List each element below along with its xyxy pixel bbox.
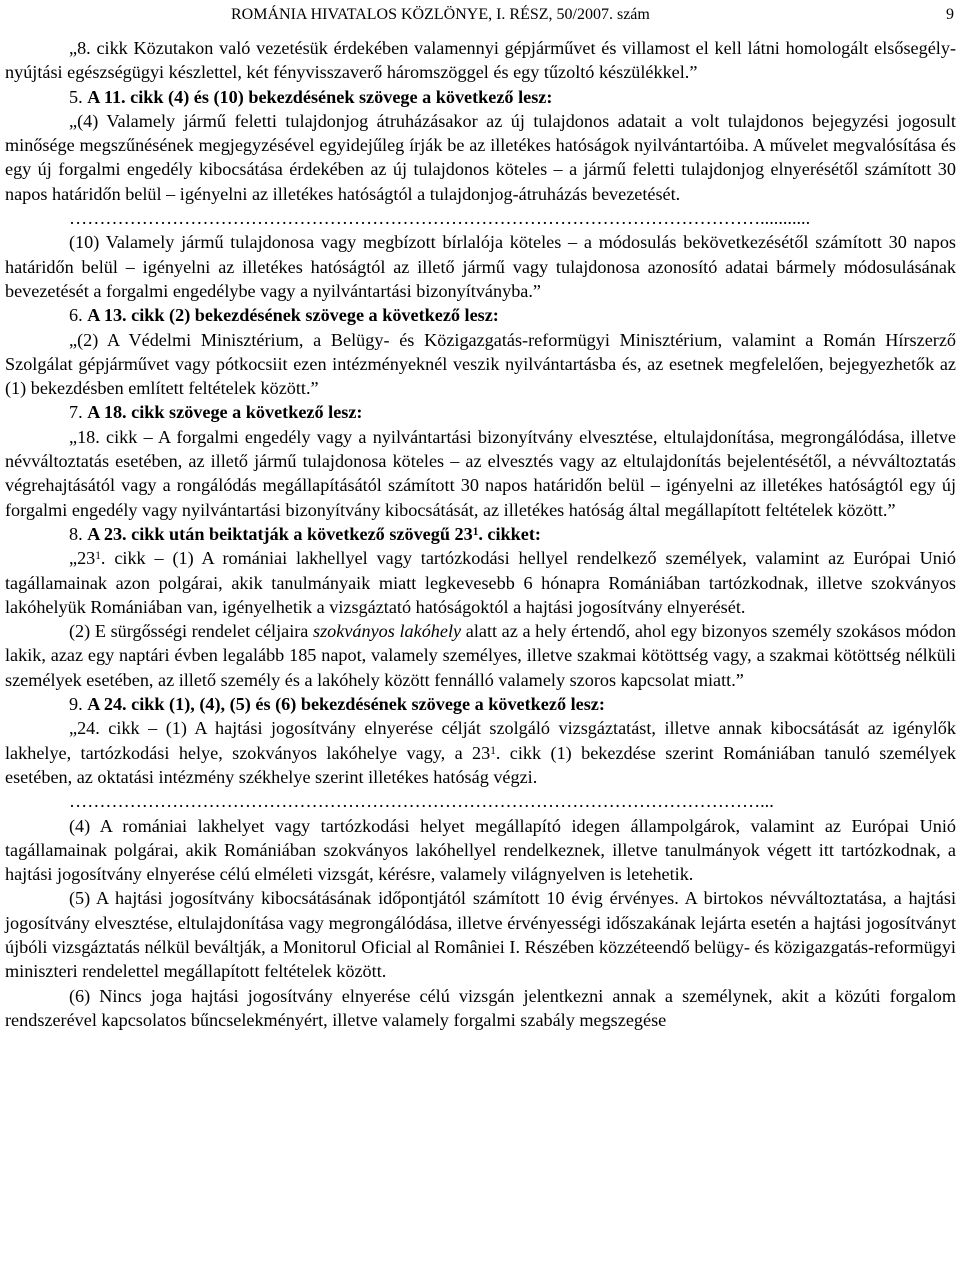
article-11-paragraph-10: (10) Valamely jármű tulajdonosa vagy megbízott bírlalója köteles – a módosulás bekövetkezésétől számított 30 napos határidőn belül – igényelni az illetékes hatóságtól az illető jármű vagy tulajdonosa azonosító adatai bármely módosulásának bevezetését a forgalmi engedélybe vagy a nyilvántartási bizonyítványba.”: [5, 232, 956, 301]
article-24-paragraph-6: (6) Nincs joga hajtási jogosítvány elnyerése célú vizsgán jelentkezni annak a személynek, akit a közúti forgalom rendszerével kapcsolatos bűncselekményért, illetve valamely forgalmi szabály megszegése: [5, 985, 956, 1030]
page-number: 9: [946, 6, 954, 23]
article-23-1-paragraph-1: $„23^1$. cikk – (1) A romániai lakhellyel vagy tartózkodási hellyel rendelkező személyek, valamint az Európai Unió tagállamainak azon polgárai, akik tanulmányaik miatt legkevesebb 6 hónapra Romániában tartózkodnak, illetve szokványos lakóhelyük Romániában van, igényelhetik a vizsgáztató hatóságoktól a hajtási jogosítvány elnyerését.: [5, 548, 956, 617]
document-body: [5, 36, 956, 1032]
article-11-paragraph-4: „(4) Valamely jármű feletti tulajdonjog átruházásakor az új tulajdonos adatait a volt tulajdonos bejegyzési jogosult minősége megszűnésének megjegyzésével egyidejűleg írják be az illetékes hatóságok nyilvántartóiba. A művelet megvalósítása és egy új forgalmi engedély kibocsátása érdekében az új tulajdonos köteles – a jármű feletti tulajdonjog elnyerésétől számított 30 napos határidőn belül – igényelni az illetékes hatóságtól a tulajdonjog-átruházás bevezetését.: [5, 110, 956, 204]
omission-dots: ……………………………………………………………………………………………………...........: [69, 208, 811, 229]
omission-dots: ……………………………………………………………………………………………………...: [69, 791, 774, 812]
amendment-heading-9: 9. A 24. cikk (1), (4), (5) és (6) bekezdésének szövege a következő lesz:: [69, 694, 605, 715]
article-24-paragraph-4: (4) A romániai lakhelyet vagy tartózkodási helyet megállapító idegen állampolgárok, valamint az Európai Unió tagállamainak polgárai, akik Romániában szokványos lakóhellyel rendelkeznek, illetve tanulmányok végett itt tartózkodnak, a hajtási jogosítvány elnyerése célú elméleti vizsgát, kérésre, valamely világnyelven is letehetik.: [5, 815, 956, 885]
article-24-paragraph-5: (5) A hajtási jogosítvány kibocsátásának időpontjától számított 10 évig érvényes. A birtokos névváltoztatása, a hajtási jogosítvány elvesztése, eltulajdonítása vagy megrongálódása, illetve érvényességi időszakának lejárta esetén a hajtási jogosítványt újbóli vizsgáztatás nélkül beváltják, a Monitorul Oficial al României I. Részében közzéteendő belügy- és közigazgatás-reformügyi miniszteri rendelettel megállapított feltételek között.: [5, 888, 956, 982]
article-13-paragraph-2: „(2) A Védelmi Minisztérium, a Belügy- és Közigazgatás-reformügyi Minisztérium, valamint a Román Hírszerző Szolgálat gépjárművet vagy pótkocsiit ezen intézményeknél veszik nyilvántartásba és, az esetnek megfelelően, bejegyezhetők az (1) bekezdésben említett feltételek között.”: [5, 329, 956, 399]
gazette-title: ROMÁNIA HIVATALOS KÖZLÖNYE, I. RÉSZ, 50/2007. szám: [231, 6, 650, 23]
amendment-heading-5: 5. A 11. cikk (4) és (10) bekezdésének szövege a következő lesz:: [69, 86, 553, 107]
article-24-paragraph-1: „24. cikk – (1) A hajtási jogosítvány elnyerése célját szolgáló vizsgáztatást, illetve annak kibocsátását az igénylők lakhelye, tartózkodási helye, szokványos lakóhelye vagy, a $23^1$. cikk (1) bekezdése szerint Romániában tanuló személyek esetében, az oktatási intézmény székhelye szerint illetékes hatóság végzi.: [5, 718, 956, 787]
article-18-text: „18. cikk – A forgalmi engedély vagy a nyilvántartási bizonyítvány elvesztése, eltulajdonítása, megrongálódása, illetve névváltoztatás esetében, az illető jármű tulajdonosa köteles – az elvesztés vagy az eltulajdonítás bejelentésétől, a névváltoztatás végrehajtásától vagy a rongálódás megállapításától számított 30 napos határidőn belül – igényelni az illetékes hatóságtól egy új forgalmi engedély vagy nyilvántartási bizonyítvány kibocsátását, az illetékes hatóság által megállapított feltételek között.”: [5, 426, 956, 520]
amendment-heading-7: 7. A 18. cikk szövege a következő lesz:: [69, 402, 363, 423]
article-23-1-paragraph-2: (2) E sürgősségi rendelet céljaira szokványos lakóhely alatt az a hely értendő, ahol egy bizonyos személy szokásos módon lakik, azaz egy naptári évben legalább 185 napot, valamely személyes, illetve szakmai kötöttség vagy, a szakmai kötöttség nélküli személyek esetében, az illető személy és a lakóhely között fennálló valamely szoros kapcsolat miatt.”: [5, 621, 957, 690]
amendment-heading-6: 6. A 13. cikk (2) bekezdésének szövege a következő lesz:: [69, 305, 499, 326]
quoted-article-8: „8. cikk Közutakon való vezetésük érdekében valamennyi gépjárművet és villamost el kell látni homologált elsősegély-nyújtási egészségügyi készlettel, két fényvisszaverő háromszöggel és egy tűzoltó készülékkel.”: [5, 38, 956, 83]
amendment-heading-8: 8. A 23. cikk után beiktatják a következő szövegű $23^1$. cikket:: [69, 523, 541, 544]
page-header: [5, 4, 956, 26]
